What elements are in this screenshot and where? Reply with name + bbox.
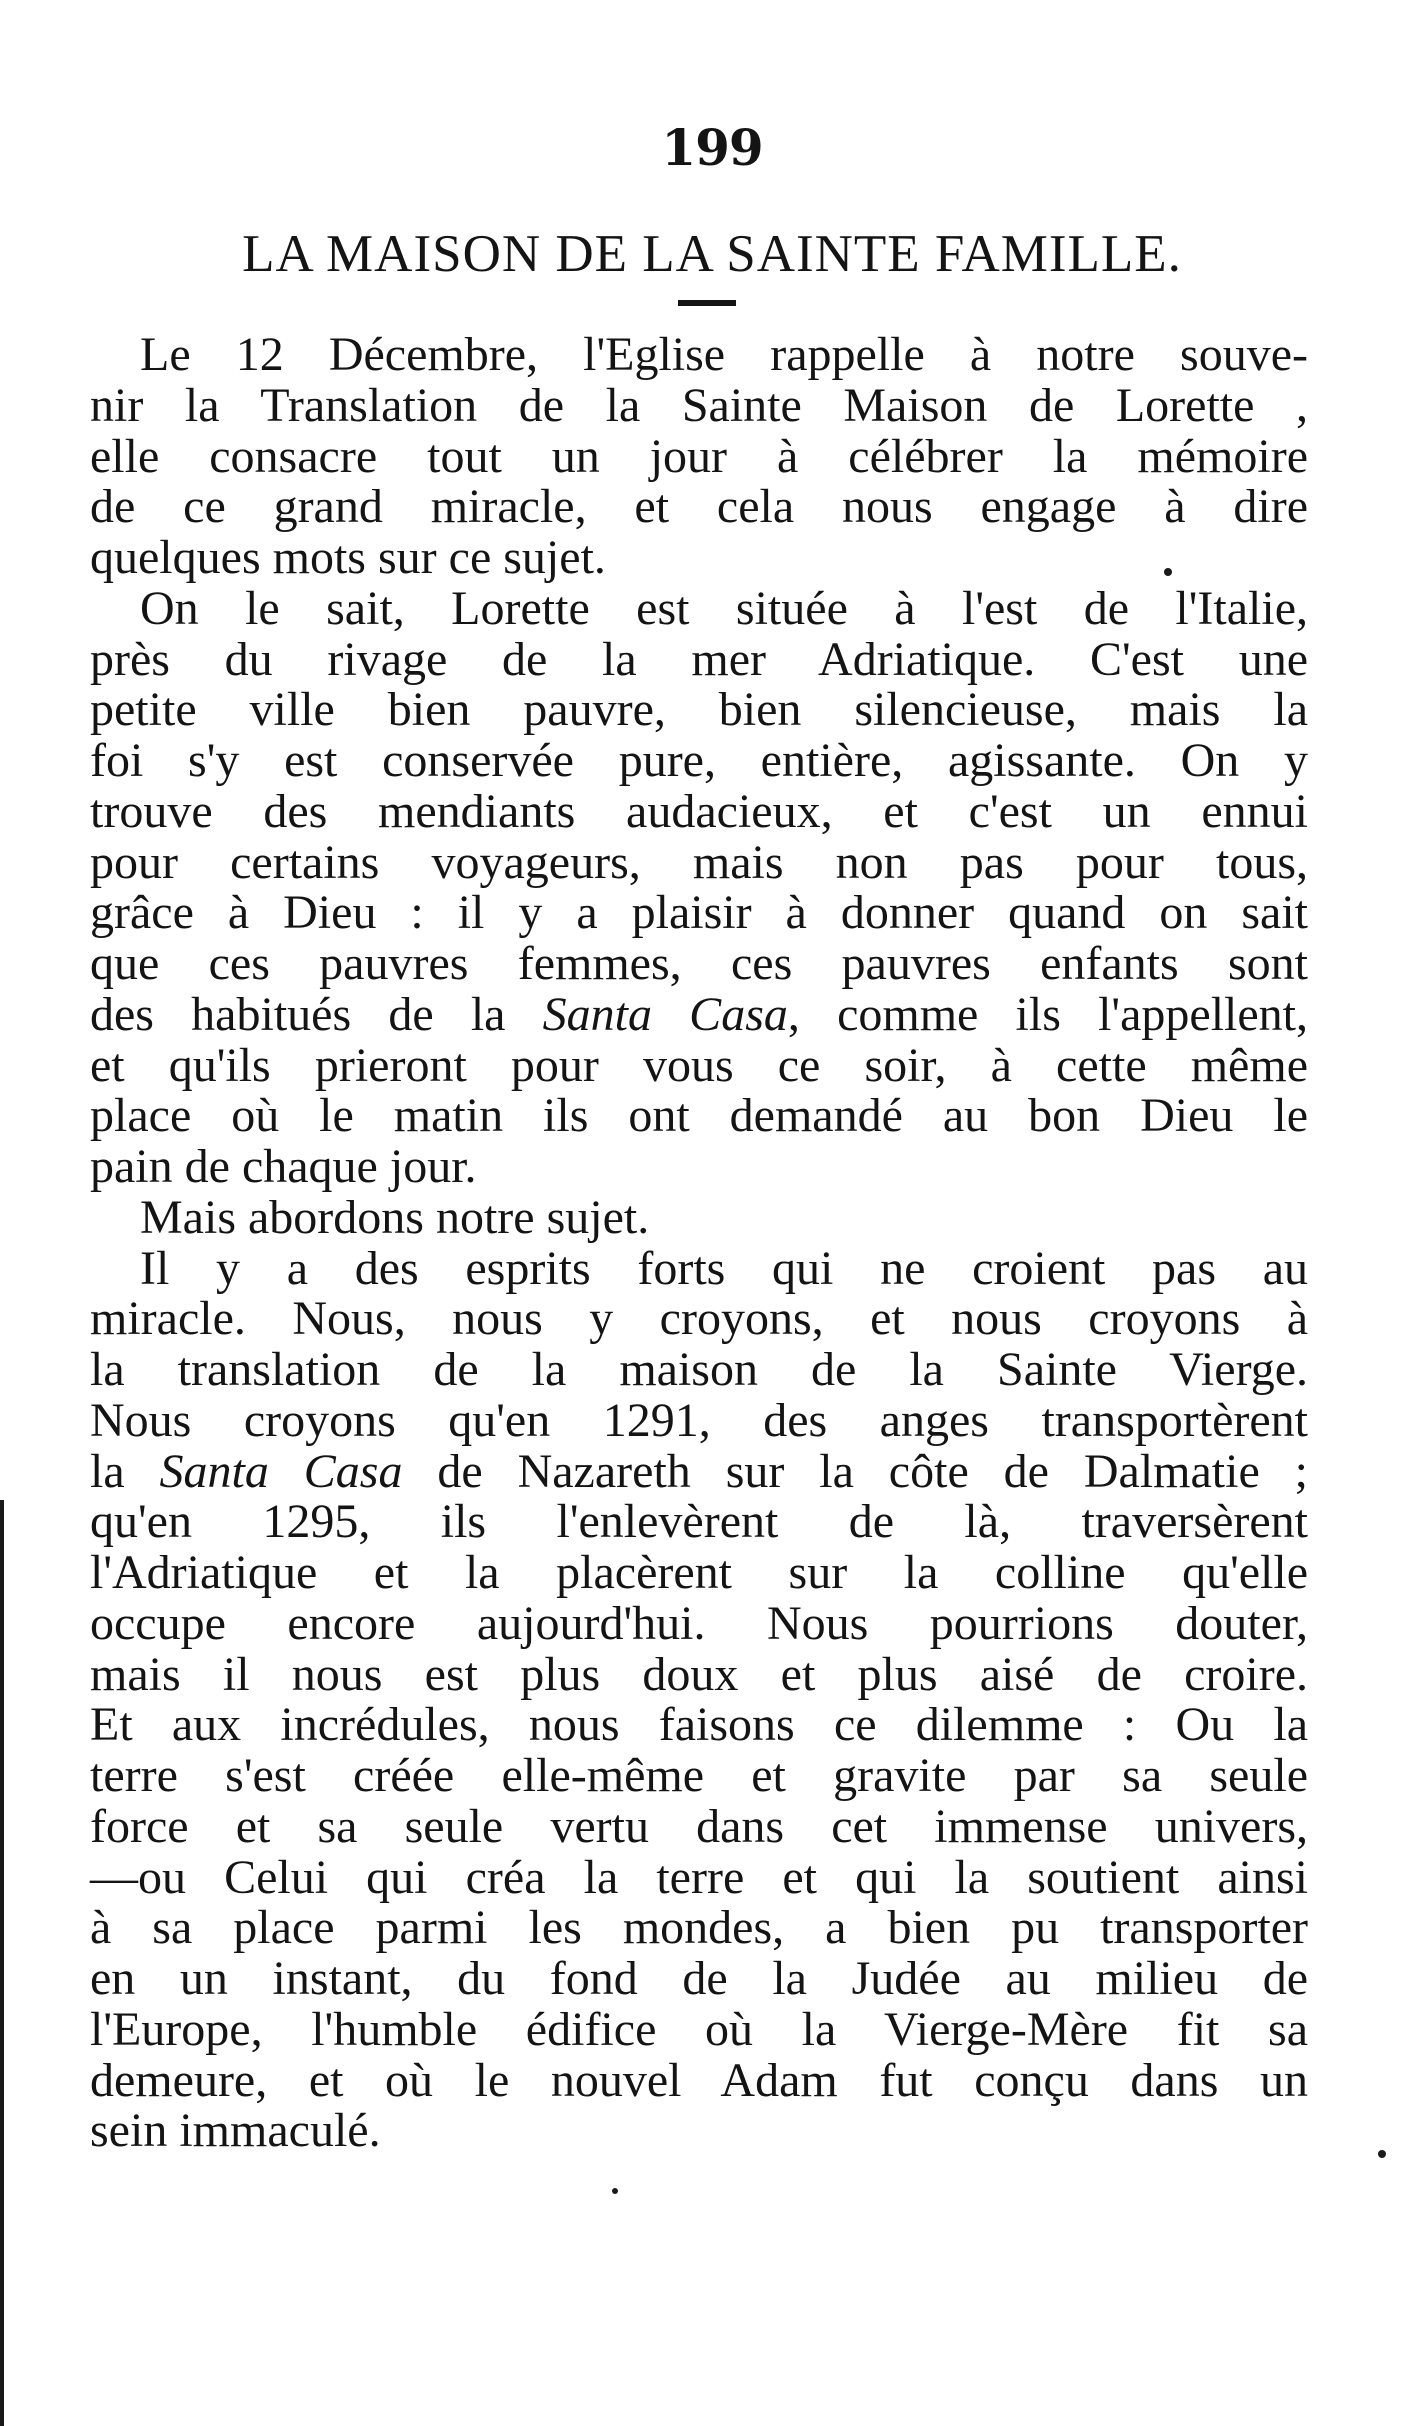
- text-line: l'Adriatique et la placèrent sur la colline qu'elle: [90, 1546, 1308, 1599]
- text-line: des habitués de la Santa Casa, comme ils l'appellent,: [90, 987, 1309, 1041]
- text-line: terre s'est créée elle-même et gravite par sa seule: [90, 1749, 1308, 1802]
- text-line: miracle. Nous, nous y croyons, et nous croyons à: [90, 1292, 1308, 1346]
- ink-speck: [612, 2188, 618, 2194]
- text-line: Mais abordons notre sujet.: [140, 1190, 650, 1244]
- text-line: Il y a des esprits forts qui ne croient pas au: [140, 1241, 1308, 1295]
- text-line: qu'en 1295, ils l'enlevèrent de là, traversèrent: [90, 1495, 1308, 1549]
- text-line: On le sait, Lorette est située à l'est de l'Italie,: [140, 581, 1308, 635]
- text-line: pour certains voyageurs, mais non pas pour tous,: [90, 835, 1308, 889]
- text-line: de ce grand miracle, et cela nous engage à dire: [90, 480, 1308, 534]
- page-number: 199: [661, 118, 763, 177]
- text-line: la Santa Casa de Nazareth sur la côte de Dalmatie ;: [90, 1444, 1309, 1498]
- text-line: nir la Translation de la Sainte Maison de Lorette ,: [90, 378, 1308, 432]
- text-line: trouve des mendiants audacieux, et c'est un ennui: [90, 784, 1308, 838]
- text-line: mais il nous est plus doux et plus aisé de croire.: [90, 1647, 1308, 1701]
- text-line: Le 12 Décembre, l'Eglise rappelle à notre souve-: [140, 328, 1308, 381]
- ink-speck: [1164, 568, 1172, 576]
- text-line: sein immaculé.: [90, 2104, 381, 2158]
- body-text: [90, 330, 1308, 2157]
- text-line: près du rivage de la mer Adriatique. C'est une: [90, 632, 1308, 686]
- page-edge-line: [0, 1500, 4, 2426]
- text-line: et qu'ils prieront pour vous ce soir, à cette même: [90, 1038, 1308, 1092]
- text-line: Nous croyons qu'en 1291, des anges transportèrent: [90, 1393, 1308, 1447]
- italic-term: Santa Casa: [542, 987, 788, 1041]
- text-line: foi s'y est conservée pure, entière, agissante. On y: [90, 734, 1308, 787]
- text-line: demeure, et où le nouvel Adam fut conçu dans un: [90, 2053, 1308, 2107]
- text-line: grâce à Dieu : il y a plaisir à donner quand on sait: [90, 886, 1308, 940]
- text-line: force et sa seule vertu dans cet immense univers,: [90, 1799, 1308, 1853]
- text-line: place où le matin ils ont demandé au bon Dieu le: [90, 1089, 1308, 1143]
- text-line: en un instant, du fond de la Judée au milieu de: [90, 1952, 1308, 2005]
- chapter-title: LA MAISON DE LA SAINTE FAMILLE.: [242, 225, 1182, 283]
- text-line: à sa place parmi les mondes, a bien pu transporter: [90, 1901, 1308, 1955]
- text-line: quelques mots sur ce sujet.: [90, 531, 606, 584]
- text-line: la translation de la maison de la Sainte Vierge.: [90, 1343, 1308, 1396]
- text-line: elle consacre tout un jour à célébrer la mémoire: [90, 429, 1308, 483]
- text-line: occupe encore aujourd'hui. Nous pourrions douter,: [90, 1596, 1308, 1650]
- text-line: Et aux incrédules, nous faisons ce dilemme : Ou la: [90, 1698, 1308, 1752]
- italic-term: Santa Casa: [159, 1444, 403, 1498]
- title-rule: [678, 300, 736, 306]
- ink-speck: [1378, 2150, 1386, 2158]
- text-line: que ces pauvres femmes, ces pauvres enfants sont: [90, 937, 1308, 990]
- text-line: —ou Celui qui créa la terre et qui la soutient ainsi: [90, 1850, 1308, 1904]
- text-line: l'Europe, l'humble édifice où la Vierge-Mère fit sa: [90, 2002, 1308, 2056]
- text-line: pain de chaque jour.: [90, 1140, 477, 1193]
- text-line: petite ville bien pauvre, bien silencieuse, mais la: [90, 683, 1308, 737]
